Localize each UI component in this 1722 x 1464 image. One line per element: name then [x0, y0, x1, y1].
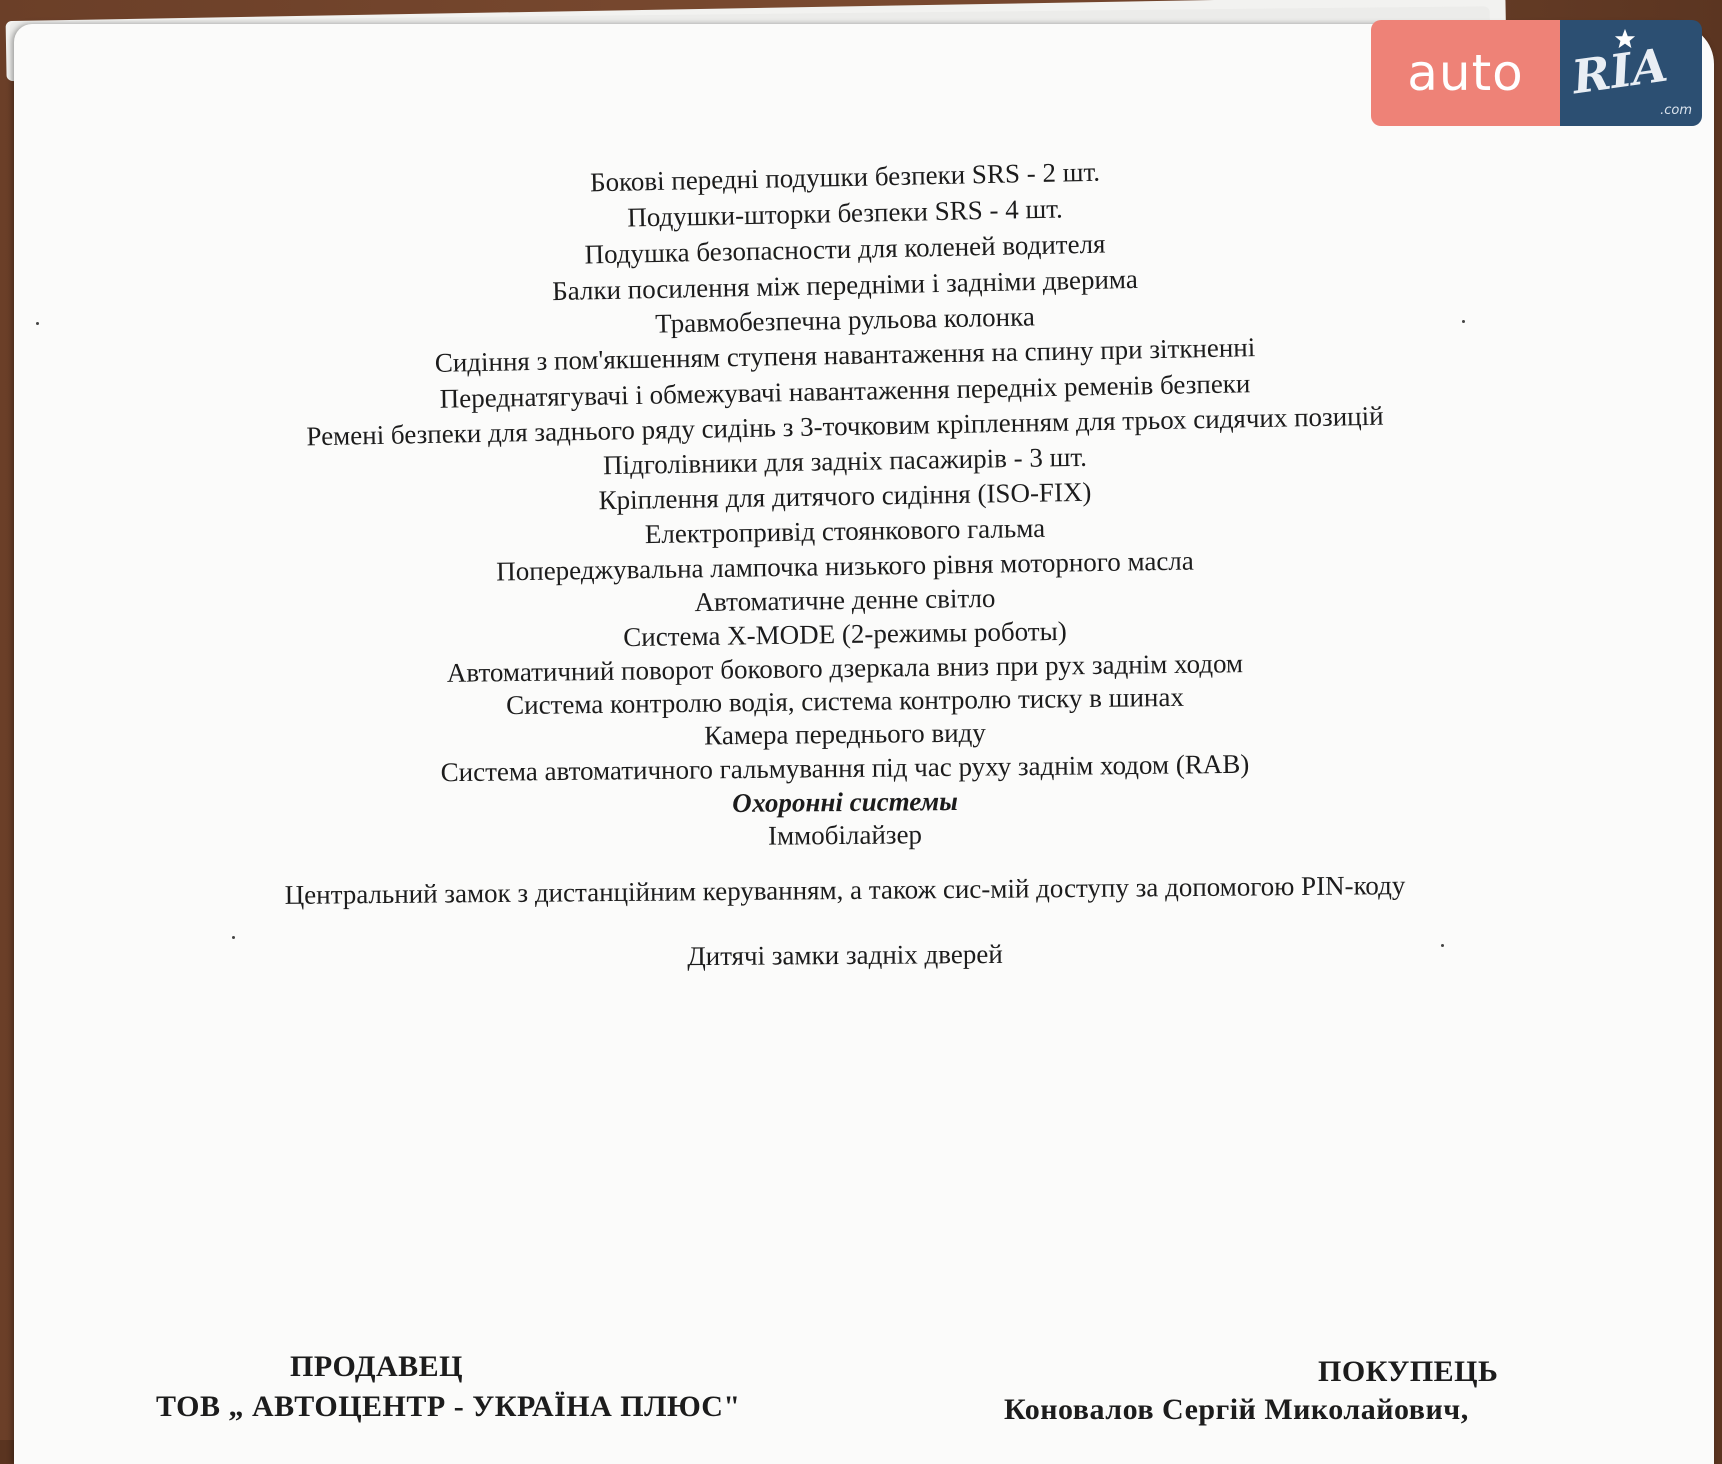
feature-line: Сидіння з пом'якшенням ступеня навантаження на спину при зіткненні	[434, 332, 1256, 378]
feature-line: Автоматичне денне світло	[694, 582, 996, 618]
security-line: Центральний замок з дистанційним керуванням, а також сис-мій доступу за допомогою PIN-коду	[284, 870, 1406, 910]
logo-domain: .com	[1660, 103, 1692, 118]
feature-line: Бокові передні подушки безпеки SRS - 2 шт.	[589, 156, 1101, 198]
feature-line: Подушки-шторки безпеки SRS - 4 шт.	[626, 193, 1064, 233]
feature-line: Попереджувальна лампочка низького рівня моторного масла	[495, 545, 1194, 587]
feature-line: Система X-MODE (2-режимы роботы)	[623, 615, 1067, 653]
paper-speck	[1462, 320, 1465, 323]
feature-line: Камера переднього виду	[704, 717, 986, 751]
feature-line: Електропривід стоянкового гальма	[644, 512, 1046, 550]
feature-line: Система автоматичного гальмування під час руху заднім ходом (RAB)	[440, 748, 1250, 788]
paper-speck	[232, 936, 235, 939]
feature-line: Автоматичний поворот бокового дзеркала вниз при рух заднім ходом	[446, 648, 1244, 688]
seller-company: ТОВ „ АВТОЦЕНТР - УКРАЇНА ПЛЮС"	[156, 1390, 741, 1423]
security-line: Дитячі замки задніх дверей	[687, 938, 1003, 972]
logo-ria-text: RIA	[1568, 37, 1671, 105]
security-systems-heading: Охоронні системы	[731, 786, 959, 818]
feature-line: Кріплення для дитячого сидіння (ISO-FIX)	[598, 476, 1092, 516]
feature-line: Ремені безпеки для заднього ряду сидінь з 3-точковим кріпленням для трьох сидячих позицій	[306, 400, 1384, 452]
feature-line: Подушка безопасности для коленей водителя	[584, 228, 1106, 270]
buyer-name: Коновалов Сергій Миколайович,	[1004, 1393, 1469, 1426]
seller-title: ПРОДАВЕЦ	[290, 1350, 463, 1383]
feature-line: Система контролю водія, система контролю тиску в шинах	[505, 681, 1185, 721]
security-line: Іммобілайзер	[767, 819, 923, 851]
buyer-title: ПОКУПЕЦЬ	[1318, 1355, 1499, 1388]
feature-line: Переднатягувачі і обмежувачі навантаження передніх ременів безпеки	[439, 368, 1251, 414]
feature-line: Балки посилення між передніми і задніми дверима	[551, 263, 1139, 307]
paper-speck	[1441, 944, 1444, 947]
feature-line: Травмобезпечна рульова колонка	[654, 301, 1036, 339]
logo-auto-text: auto	[1371, 20, 1560, 126]
paper-speck	[36, 322, 39, 325]
feature-line: Підголівники для задніх пасажирів - 3 шт.	[602, 441, 1088, 481]
